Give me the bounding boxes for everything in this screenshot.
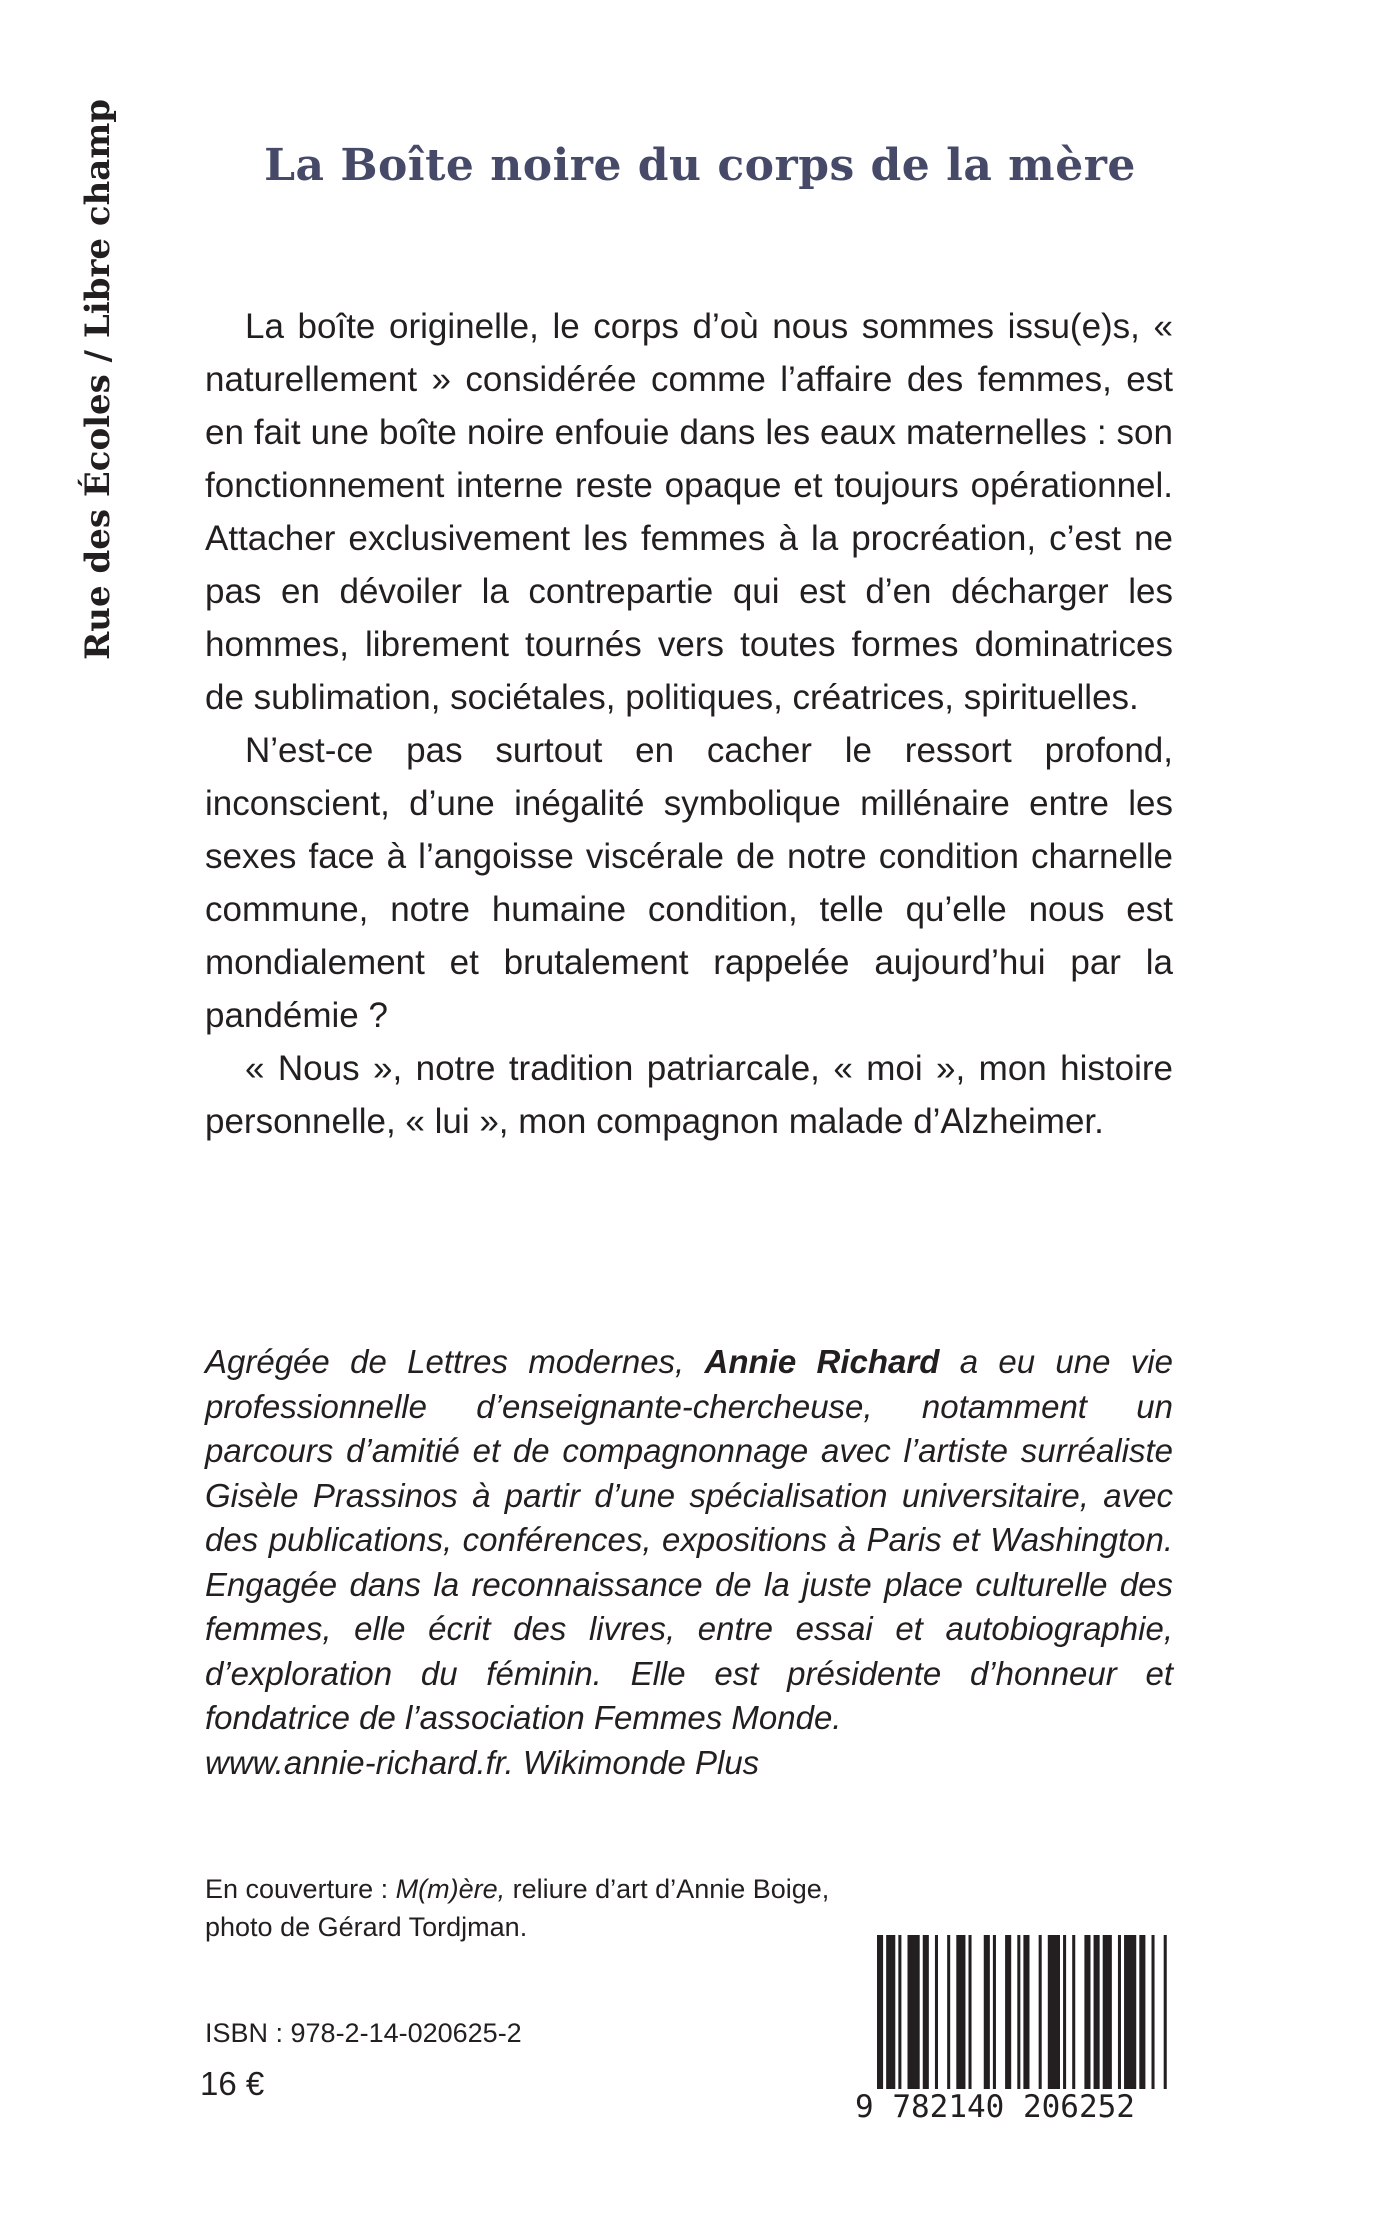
barcode-bar	[1072, 1935, 1075, 2095]
author-bio-text	[205, 1340, 1173, 1741]
barcode-bar	[956, 1935, 965, 2095]
barcode-bar	[1023, 1935, 1029, 2095]
barcode-bar	[1039, 1935, 1042, 2095]
author-links: www.annie-richard.fr. Wikimonde Plus	[205, 1743, 760, 1781]
barcode-digits: 9 782140 206252	[855, 2089, 1173, 2125]
barcode-bar	[1118, 1935, 1121, 2095]
barcode-bar	[1005, 1935, 1011, 2095]
author-bio	[205, 1340, 1173, 1785]
barcode-bar	[898, 1935, 901, 2095]
spine-series-label: Rue des Écoles / Libre champ	[78, 98, 118, 660]
credit-prefix: En couverture :	[205, 1874, 396, 1904]
cover-credit-line-2: photo de Gérard Tordjman.	[205, 1912, 528, 1942]
cover-credit-line-1	[205, 1870, 965, 1908]
barcode-bar	[1139, 1935, 1145, 2095]
barcode-bar	[1063, 1935, 1066, 2095]
barcode-bar	[984, 1935, 990, 2095]
price-label: 16 €	[200, 2065, 265, 2102]
barcode-bar	[908, 1935, 920, 2095]
barcode-bar	[877, 1935, 883, 2095]
credit-work-title: M(m)ère,	[395, 1874, 506, 1904]
blurb	[205, 300, 1173, 1148]
barcode-bar	[993, 1935, 996, 2095]
isbn-label: ISBN : 978-2-14-020625-2	[205, 2018, 522, 2048]
cover-credit	[205, 1870, 965, 1946]
barcode-bar	[947, 1935, 950, 2095]
barcode-bar	[1017, 1935, 1020, 2095]
bio-intro: Agrégée de Lettres modernes,	[205, 1343, 705, 1380]
barcode-bar	[1152, 1935, 1155, 2095]
barcode-bar	[1084, 1935, 1090, 2095]
credit-suffix: reliure d’art d’Annie Boige,	[505, 1874, 830, 1904]
barcode-bar	[1103, 1935, 1112, 2095]
isbn-barcode	[855, 1935, 1173, 2125]
blurb-paragraph: La boîte originelle, le corps d’où nous sommes issu(e)s, « naturellement » considérée comme l’affaire des femmes, est en fait une boîte noire enfouie dans les eaux maternelles : son fonctionnement interne reste opaque et toujours opérationnel. Attacher exclusivement les femmes à la procréation, c’est ne pas en dévoiler la contrepartie qui est d’en décharger les hommes, librement tournés vers toutes formes dominatrices de sublimation, sociétales, politiques, créatrices, spirituelles.	[205, 307, 1173, 717]
barcode-bar	[1164, 1935, 1167, 2095]
barcode-bar	[935, 1935, 938, 2095]
book-title: La Boîte noire du corps de la mère	[264, 140, 1136, 191]
barcode-bar	[1124, 1935, 1136, 2095]
barcode-bar	[1048, 1935, 1060, 2095]
author-name: Annie Richard	[704, 1343, 940, 1380]
barcode-bar	[923, 1935, 929, 2095]
barcode-bar	[1094, 1935, 1100, 2095]
blurb-paragraph: N’est-ce pas surtout en cacher le ressort profond, inconscient, d’une inégalité symbolique millénaire entre les sexes face à l’angoisse viscérale de notre condition charnelle commune, notre humaine condition, telle qu’elle nous est mondialement et brutalement rappelée aujourd’hui par la pandémie ?	[205, 731, 1173, 1035]
barcode-bar	[969, 1935, 972, 2095]
blurb-paragraph: « Nous », notre tradition patriarcale, « moi », mon histoire personnelle, « lui », mon compagnon malade d’Alzheimer.	[205, 1049, 1173, 1141]
barcode-bar	[886, 1935, 895, 2095]
bio-rest: a eu une vie professionnelle d’enseignante-chercheuse, notamment un parcours d’amitié et de compagnonnage avec l’artiste surréaliste Gisèle Prassinos à partir d’une spécialisation universitaire, avec des publications, conférences, expositions à Paris et Washington. Engagée dans la reconnaissance de la juste place culturelle des femmes, elle écrit des livres, entre essai et autobiographie, d’exploration du féminin. Elle est présidente d’honneur et fondatrice de l’association Femmes Monde.	[205, 1343, 1173, 1736]
